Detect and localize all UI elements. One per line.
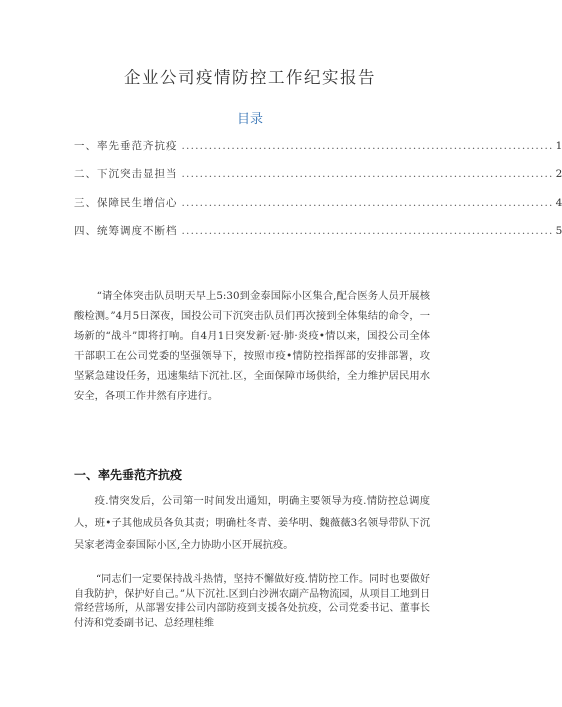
toc-entry-page: 5: [555, 225, 562, 237]
toc-entry-label: 一、率先垂范齐抗疫: [74, 140, 178, 152]
toc-heading: 目录: [236, 112, 263, 127]
toc-entry[interactable]: [74, 195, 562, 210]
toc-entry-label: 二、下沉突击显担当: [74, 168, 178, 180]
toc-entry[interactable]: [74, 138, 562, 153]
toc-entry-page: 4: [555, 197, 562, 209]
toc-entry[interactable]: [74, 223, 562, 238]
section1-paragraph-2: “同志们一定要保持战斗热情，坚持不懈做好疫.情防控工作。同时也要做好自我防护，保护好自己。”从下沉社.区到白沙洲农副产品物流园，从项目工地到日常经营场所，从部署安排公司内部防疫到支援各处抗疫，公司党委书记、董事长付涛和党委副书记、总经理桂维: [74, 574, 430, 629]
toc-entry[interactable]: [74, 166, 562, 181]
document-title: 企业公司疫情防控工作纪实报告: [124, 68, 376, 87]
toc-entry-label: 四、统筹调度不断档: [74, 225, 178, 237]
toc-entry-label: 三、保障民生增信心: [74, 197, 178, 209]
toc-leader-dots: ..................................................................................: [181, 168, 554, 180]
toc-entry-page: 2: [555, 168, 562, 180]
toc-leader-dots: ..................................................................................: [181, 140, 554, 152]
section-heading-1: 一、率先垂范齐抗疫: [74, 468, 183, 482]
intro-paragraph: “请全体突击队员明天早上5:30到金泰国际小区集合,配合医务人员开展核酸检测。”4月5日深夜，国投公司下沉突击队员们再次接到全体集结的命令，一场新的“战斗”即将打响。自4月1日突发新·冠·肺·炎疫•情以来，国投公司全体干部职工在公司党委的坚强领导下，按照市疫•情防控指挥部的安排部署，攻坚紧急建设任务，迅速集结下沉社.区，全面保障市场供给，全力维护居民用水安全，各项工作井然有序进行。: [74, 290, 430, 402]
section1-paragraph-1: 疫.情突发后，公司第一时间发出通知，明确主要领导为疫.情防控总调度人，班•子其他成员各负其责；明确杜冬青、姜华明、魏薇薇3名领导带队下沉吴家老湾金泰国际小区,全力协助小区开展抗疫。: [74, 495, 430, 551]
toc-leader-dots: ..................................................................................: [181, 197, 554, 209]
toc-entry-page: 1: [555, 140, 562, 152]
toc-leader-dots: ..................................................................................: [181, 225, 554, 237]
